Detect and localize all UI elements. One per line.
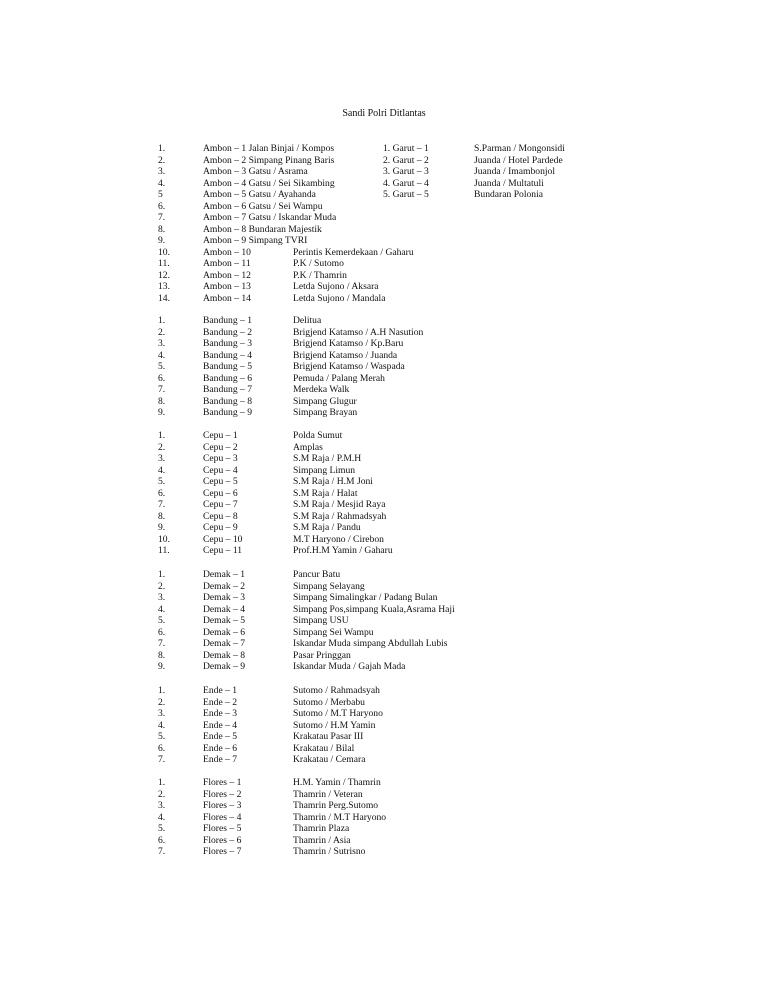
item-code: Flores – 7 (203, 846, 242, 857)
item-code: Flores – 6 (203, 834, 242, 846)
item-number: 8. (158, 649, 166, 661)
item-code: Bandung – 3 (203, 338, 253, 349)
list-item (158, 534, 608, 546)
item-code: Bandung – 9 (203, 407, 253, 418)
list-item (158, 511, 608, 523)
item-location: Thamrin / M.T Haryono (293, 811, 387, 823)
item-location: Bundaran Polonia (474, 189, 544, 200)
list-item (158, 789, 608, 801)
item-code: Bandung – 7 (203, 384, 253, 395)
item-number: 11. (158, 545, 170, 556)
list-item (158, 581, 608, 593)
item-text: Ambon – 5 Gatsu / Ayahanda (203, 189, 316, 200)
item-code: 3. Garut – 3 (383, 166, 429, 177)
list-item (158, 638, 608, 650)
item-text: Ambon – 6 Gatsu / Sei Wampu (203, 200, 323, 212)
item-location: Iskandar Muda / Gajah Mada (293, 661, 406, 672)
item-location: Krakatau Pasar III (293, 731, 364, 742)
list-item (158, 754, 608, 766)
item-code: Cepu – 10 (203, 533, 243, 545)
item-number: 2. (158, 696, 166, 708)
flores-list (158, 777, 608, 858)
item-location: Simpang Limun (293, 464, 356, 476)
list-item (158, 522, 608, 534)
item-number: 4. (158, 349, 166, 361)
item-code: Bandung – 6 (203, 372, 253, 384)
item-code: Cepu – 7 (203, 499, 238, 510)
item-location: Simpang Sei Wampu (293, 626, 374, 638)
item-location: Juanda / Multatuli (474, 177, 544, 189)
list-item (158, 720, 608, 732)
item-code: 5. Garut – 5 (383, 189, 429, 200)
item-number: 3. (158, 592, 166, 603)
list-item (158, 293, 608, 305)
item-number: 1. (158, 685, 166, 696)
item-number: 3. (158, 166, 166, 177)
item-number: 8. (158, 510, 166, 522)
item-location: Brigjend Katamso / Juanda (293, 349, 398, 361)
item-location: S.M Raja / Halat (293, 487, 358, 499)
item-code: Cepu – 4 (203, 464, 238, 476)
item-code: Demak – 8 (203, 649, 246, 661)
item-location: Simpang USU (293, 615, 349, 626)
list-item (158, 627, 608, 639)
item-code: Bandung – 5 (203, 361, 253, 372)
item-location: P.K / Thamrin (293, 269, 347, 281)
item-number: 3. (158, 338, 166, 349)
item-location: S.M Raja / Mesjid Raya (293, 499, 386, 510)
item-location: Iskandar Muda simpang Abdullah Lubis (293, 638, 448, 649)
list-item (158, 823, 608, 835)
item-code: Bandung – 2 (203, 326, 253, 338)
item-location: Thamrin / Sutrisno (293, 846, 366, 857)
item-location: Polda Sumut (293, 430, 343, 441)
list-item (383, 143, 623, 155)
item-code: Ambon – 10 (203, 246, 251, 258)
list-item (158, 201, 608, 213)
item-location: H.M. Yamin / Thamrin (293, 777, 381, 788)
item-number: 4. (158, 464, 166, 476)
item-number: 9. (158, 522, 166, 533)
item-number: 6. (158, 200, 166, 212)
list-item (158, 327, 608, 339)
list-item (158, 812, 608, 824)
item-text: Ambon – 1 Jalan Binjai / Kompos (203, 143, 335, 154)
item-location: S.M Raja / P.M.H (293, 453, 362, 464)
item-location: S.M Raja / H.M Joni (293, 476, 373, 487)
list-item (158, 270, 608, 282)
item-code: Demak – 2 (203, 580, 246, 592)
page-title: Sandi Polri Ditlantas (342, 108, 426, 119)
item-number: 8. (158, 223, 166, 235)
item-code: Cepu – 9 (203, 522, 238, 533)
item-location: Delitua (293, 315, 322, 326)
item-text: Ambon – 9 Simpang TVRI (203, 235, 308, 246)
list-item (158, 361, 608, 373)
item-code: 1. Garut – 1 (383, 143, 429, 154)
item-code: Ende – 2 (203, 696, 238, 708)
item-number: 5. (158, 615, 166, 626)
item-code: Ende – 1 (203, 685, 238, 696)
item-number: 6. (158, 834, 166, 846)
list-item (158, 350, 608, 362)
item-number: 7. (158, 212, 166, 223)
item-code: Bandung – 1 (203, 315, 253, 326)
item-number: 6. (158, 742, 166, 754)
item-location: Pancur Batu (293, 569, 341, 580)
list-item (158, 499, 608, 511)
item-number: 9. (158, 661, 166, 672)
item-number: 1. (158, 430, 166, 441)
list-item (158, 235, 608, 247)
item-number: 4. (158, 603, 166, 615)
item-location: Sutomo / H.M Yamin (293, 719, 376, 731)
item-number: 5. (158, 823, 166, 834)
item-code: Ambon – 11 (203, 258, 251, 269)
item-code: Ende – 4 (203, 719, 238, 731)
item-code: Demak – 6 (203, 626, 246, 638)
item-number: 10. (158, 246, 170, 258)
list-item (158, 465, 608, 477)
item-location: S.M Raja / Pandu (293, 522, 361, 533)
item-number: 7. (158, 754, 166, 765)
item-number: 5. (158, 361, 166, 372)
list-item (383, 166, 623, 178)
item-number: 10. (158, 533, 170, 545)
item-number: 2. (158, 326, 166, 338)
list-item (383, 178, 623, 190)
list-item (158, 731, 608, 743)
list-item (158, 708, 608, 720)
list-item (158, 835, 608, 847)
item-location: Krakatau / Bilal (293, 742, 355, 754)
item-number: 9. (158, 235, 166, 246)
item-number: 4. (158, 811, 166, 823)
list-item (158, 846, 608, 858)
item-number: 3. (158, 453, 166, 464)
list-item (158, 800, 608, 812)
list-item (158, 545, 608, 557)
item-code: Cepu – 2 (203, 441, 238, 453)
cepu-list (158, 430, 608, 557)
item-number: 7. (158, 846, 166, 857)
item-location: S.Parman / Mongonsidi (474, 143, 565, 154)
item-number: 7. (158, 638, 166, 649)
item-code: Cepu – 6 (203, 487, 238, 499)
item-code: Ende – 5 (203, 731, 238, 742)
item-number: 5. (158, 476, 166, 487)
item-code: Demak – 3 (203, 592, 246, 603)
item-number: 3. (158, 800, 166, 811)
item-location: Brigjend Katamso / A.H Nasution (293, 326, 424, 338)
item-location: Simpang Selayang (293, 580, 365, 592)
item-number: 2. (158, 154, 166, 166)
item-location: Juanda / Imambonjol (474, 166, 555, 177)
list-item (158, 650, 608, 662)
item-code: Ambon – 14 (203, 292, 251, 304)
item-code: Flores – 1 (203, 777, 242, 788)
item-code: Flores – 2 (203, 788, 242, 800)
item-location: Pemuda / Palang Merah (293, 372, 385, 384)
list-item (158, 430, 608, 442)
item-location: Simpang Glugur (293, 395, 357, 407)
item-number: 14. (158, 292, 170, 304)
item-number: 1. (158, 143, 166, 154)
item-code: Demak – 9 (203, 661, 246, 672)
list-item (158, 743, 608, 755)
item-number: 2. (158, 441, 166, 453)
item-number: 1. (158, 315, 166, 326)
item-number: 6. (158, 372, 166, 384)
list-item (158, 592, 608, 604)
item-number: 1. (158, 777, 166, 788)
list-item (158, 476, 608, 488)
item-code: 2. Garut – 2 (383, 154, 429, 166)
item-code: 4. Garut – 4 (383, 177, 429, 189)
item-number: 9. (158, 407, 166, 418)
item-code: Ambon – 12 (203, 269, 251, 281)
item-number: 7. (158, 499, 166, 510)
list-item (158, 407, 608, 419)
list-item (158, 247, 608, 259)
item-text: Ambon – 4 Gatsu / Sei Sikambing (203, 177, 335, 189)
item-location: Juanda / Hotel Pardede (474, 154, 563, 166)
item-location: M.T Haryono / Cirebon (293, 533, 384, 545)
list-item (158, 777, 608, 789)
item-code: Bandung – 4 (203, 349, 253, 361)
item-number: 6. (158, 626, 166, 638)
item-code: Cepu – 1 (203, 430, 238, 441)
item-number: 5 (158, 189, 163, 200)
bandung-list (158, 315, 608, 419)
item-code: Demak – 1 (203, 569, 246, 580)
item-number: 2. (158, 580, 166, 592)
list-item (158, 384, 608, 396)
list-item (158, 224, 608, 236)
item-number: 12. (158, 269, 170, 281)
item-code: Ende – 6 (203, 742, 238, 754)
item-text: Ambon – 2 Simpang Pinang Baris (203, 154, 335, 166)
item-code: Ambon – 13 (203, 281, 251, 292)
item-number: 13. (158, 281, 170, 292)
list-item (158, 661, 608, 673)
item-code: Ende – 7 (203, 754, 238, 765)
item-number: 3. (158, 708, 166, 719)
item-number: 6. (158, 487, 166, 499)
item-text: Ambon – 3 Gatsu / Asrama (203, 166, 308, 177)
list-item (158, 697, 608, 709)
list-item (158, 604, 608, 616)
item-location: Sutomo / Merbabu (293, 696, 365, 708)
demak-list (158, 569, 608, 673)
list-item (158, 488, 608, 500)
item-code: Flores – 5 (203, 823, 242, 834)
item-location: Thamrin Perg.Sutomo (293, 800, 379, 811)
item-number: 8. (158, 395, 166, 407)
item-code: Flores – 3 (203, 800, 242, 811)
list-item (158, 569, 608, 581)
list-item (383, 155, 623, 167)
list-item (158, 615, 608, 627)
item-location: P.K / Sutomo (293, 258, 344, 269)
item-location: Letda Sujono / Mandala (293, 292, 386, 304)
item-location: Amplas (293, 441, 323, 453)
item-location: Perintis Kemerdekaan / Gaharu (293, 246, 414, 258)
item-code: Flores – 4 (203, 811, 242, 823)
item-code: Demak – 4 (203, 603, 246, 615)
list-item (158, 396, 608, 408)
item-location: Brigjend Katamso / Kp.Baru (293, 338, 404, 349)
item-location: Prof.H.M Yamin / Gaharu (293, 545, 393, 556)
garut-list (383, 143, 623, 201)
list-item (383, 189, 623, 201)
item-location: Sutomo / M.T Haryono (293, 708, 383, 719)
item-location: Simpang Pos,simpang Kuala,Asrama Haji (293, 603, 455, 615)
item-text: Ambon – 7 Gatsu / Iskandar Muda (203, 212, 337, 223)
item-text: Ambon – 8 Bundaran Majestik (203, 223, 322, 235)
item-location: Thamrin / Asia (293, 834, 351, 846)
item-location: Pasar Pringgan (293, 649, 351, 661)
item-location: Letda Sujono / Aksara (293, 281, 379, 292)
ende-list (158, 685, 608, 766)
item-number: 11. (158, 258, 170, 269)
list-item (158, 338, 608, 350)
item-location: S.M Raja / Rahmadsyah (293, 510, 387, 522)
item-location: Thamrin / Veteran (293, 788, 363, 800)
item-location: Thamrin Plaza (293, 823, 350, 834)
list-item (158, 212, 608, 224)
item-number: 5. (158, 731, 166, 742)
list-item (158, 281, 608, 293)
item-number: 7. (158, 384, 166, 395)
item-code: Cepu – 3 (203, 453, 238, 464)
list-item (158, 315, 608, 327)
list-item (158, 258, 608, 270)
item-number: 2. (158, 788, 166, 800)
item-number: 1. (158, 569, 166, 580)
item-code: Cepu – 11 (203, 545, 243, 556)
item-code: Demak – 7 (203, 638, 246, 649)
item-code: Bandung – 8 (203, 395, 253, 407)
item-location: Simpang Simalingkar / Padang Bulan (293, 592, 438, 603)
list-item (158, 453, 608, 465)
item-location: Brigjend Katamso / Waspada (293, 361, 405, 372)
item-number: 4. (158, 719, 166, 731)
item-location: Simpang Brayan (293, 407, 358, 418)
list-item (158, 373, 608, 385)
list-item (158, 685, 608, 697)
item-code: Cepu – 8 (203, 510, 238, 522)
item-location: Merdeka Walk (293, 384, 350, 395)
item-location: Sutomo / Rahmadsyah (293, 685, 380, 696)
list-item (158, 442, 608, 454)
item-code: Cepu – 5 (203, 476, 238, 487)
ambon-list-tail (158, 247, 608, 305)
item-code: Ende – 3 (203, 708, 238, 719)
item-code: Demak – 5 (203, 615, 246, 626)
item-location: Krakatau / Cemara (293, 754, 366, 765)
item-number: 4. (158, 177, 166, 189)
